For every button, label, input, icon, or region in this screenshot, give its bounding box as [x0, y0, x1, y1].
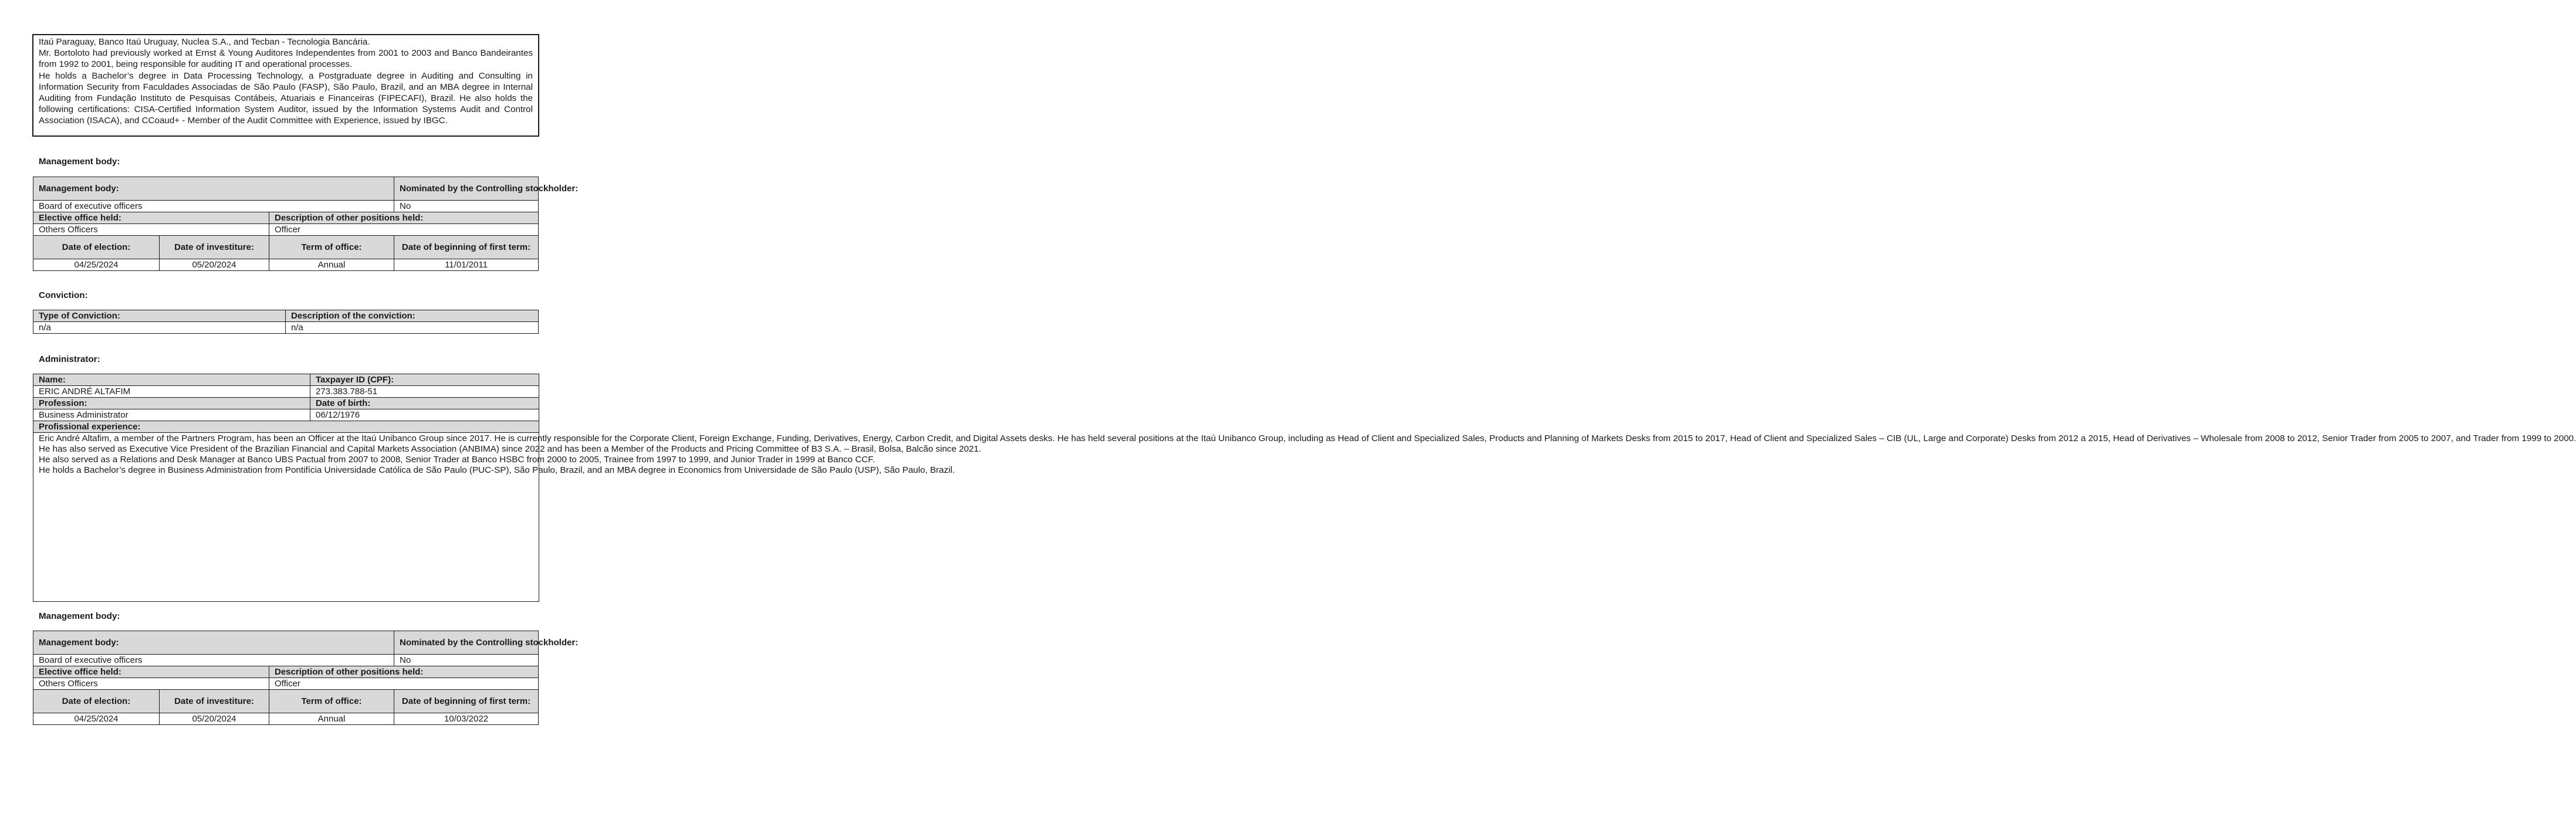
experience-paragraph-3: He also served as a Relations and Desk Manager at Banco UBS Pactual from 2007 to 2008, Senior Trader at Banco HSBC from 2000 to 2005, Trainee from 1997 to 1999, and Junior Trader in 1999 at Banco CCF.	[39, 455, 875, 465]
header-date-of-investiture: Date of investiture:	[160, 236, 269, 259]
header-first-term: Date of beginning of first term:	[394, 690, 539, 713]
header-taxpayer-id: Taxpayer ID (CPF):	[310, 374, 539, 386]
other-positions-value: Officer	[269, 678, 539, 690]
nominated-value: No	[394, 655, 539, 666]
header-date-of-election: Date of election:	[33, 690, 160, 713]
elective-office-value: Others Officers	[33, 678, 269, 690]
first-term-value: 10/03/2022	[394, 713, 539, 725]
header-type-of-conviction: Type of Conviction:	[33, 310, 286, 322]
conviction-description-value: n/a	[286, 322, 539, 334]
experience-paragraph-2: He has also served as Executive Vice President of the Brazilian Financial and Capital Markets Association (ANBIMA) since 2022 and has been a Member of the Products and Pricing Committee of B3 S.A. – Brasil, Bolsa, Balcão since 2021.	[39, 444, 982, 454]
term-of-office-value: Annual	[269, 259, 394, 271]
intro-paragraph-2: Mr. Bortoloto had previously worked at Ernst & Young Auditores Independentes from 2001 to 2003 and Banco Bandeirantes from 1992 to 2001, being responsible for auditing IT and operational processes.	[39, 48, 533, 70]
administrator-table	[33, 374, 2576, 602]
profession-value: Business Administrator	[33, 409, 310, 421]
header-nominated: Nominated by the Controlling stockholder:	[394, 177, 539, 201]
first-term-value: 11/01/2011	[394, 259, 539, 271]
date-of-investiture-value: 05/20/2024	[160, 259, 269, 271]
date-of-birth-value: 06/12/1976	[310, 409, 539, 421]
professional-experience-text	[33, 433, 2576, 602]
header-other-positions: Description of other positions held:	[269, 666, 539, 678]
management-body-table-1	[33, 177, 579, 271]
intro-bio-box	[32, 34, 539, 137]
header-professional-experience: Profissional experience:	[33, 421, 539, 433]
management-body-table-2	[33, 631, 579, 725]
experience-paragraph-4: He holds a Bachelor’s degree in Business Administration from Pontifícia Universidade Católica de São Paulo (PUC-SP), São Paulo, Brazil, and an MBA degree in Economics from Universidade de São Paulo (USP), São Paulo, Brazil.	[39, 465, 955, 475]
term-of-office-value: Annual	[269, 713, 394, 725]
management-body-value: Board of executive officers	[33, 201, 394, 212]
nominated-value: No	[394, 201, 539, 212]
header-date-of-election: Date of election:	[33, 236, 160, 259]
header-management-body: Management body:	[33, 177, 394, 201]
header-date-of-birth: Date of birth:	[310, 398, 539, 409]
elective-office-value: Others Officers	[33, 224, 269, 236]
date-of-election-value: 04/25/2024	[33, 713, 160, 725]
header-term-of-office: Term of office:	[269, 690, 394, 713]
date-of-election-value: 04/25/2024	[33, 259, 160, 271]
header-elective-office: Elective office held:	[33, 666, 269, 678]
header-date-of-investiture: Date of investiture:	[160, 690, 269, 713]
management-body-heading-2: Management body:	[39, 611, 120, 621]
intro-paragraph-3: He holds a Bachelor’s degree in Data Processing Technology, a Postgraduate degree in Auditing and Consulting in Information Security from Faculdades Associadas de São Paulo (FASP), São Paulo, Brazil, and an MBA degree in Internal Auditing from Fundação Instituto de Pesquisas Contábeis, Atuariais e Financeiras (FIPECAFI), Brazil. He also holds the following certifications: CISA-Certified Information System Auditor, issued by the Information Systems Audit and Control Association (ISACA), and CCoaud+ - Member of the Audit Committee with Experience, issued by IBGC.	[39, 70, 533, 126]
header-first-term: Date of beginning of first term:	[394, 236, 539, 259]
conviction-heading: Conviction:	[39, 290, 88, 300]
header-conviction-description: Description of the conviction:	[286, 310, 539, 322]
administrator-heading: Administrator:	[39, 354, 100, 364]
header-management-body: Management body:	[33, 631, 394, 655]
name-value: ERIC ANDRÉ ALTAFIM	[33, 386, 310, 398]
management-body-value: Board of executive officers	[33, 655, 394, 666]
header-profession: Profession:	[33, 398, 310, 409]
header-nominated: Nominated by the Controlling stockholder:	[394, 631, 539, 655]
other-positions-value: Officer	[269, 224, 539, 236]
intro-paragraph-1: Itaú Paraguay, Banco Itaú Uruguay, Nuclea S.A., and Tecban - Tecnologia Bancária.	[39, 37, 370, 47]
experience-paragraph-1: Eric André Altafim, a member of the Partners Program, has been an Officer at the Itaú Unibanco Group since 2017. He is currently responsible for the Corporate Client, Foreign Exchange, Funding, Derivatives, Energy, Carbon Credit, and Digital Assets desks. He has held several positions at the Itaú Unibanco Group, including as Head of Client and Specialized Sales, Products and Planning of Markets Desks from 2015 to 2017, Head of Client and Specialized Sales – CIB (UL, Large and Corporate) Desks from 2012 a 2015, Head of Derivatives – Wholesale from 2008 to 2012, Senior Trader from 2005 to 2007, and Trader from 1999 to 2000.	[39, 433, 2576, 443]
header-other-positions: Description of other positions held:	[269, 212, 539, 224]
header-elective-office: Elective office held:	[33, 212, 269, 224]
taxpayer-id-value: 273.383.788-51	[310, 386, 539, 398]
header-term-of-office: Term of office:	[269, 236, 394, 259]
type-of-conviction-value: n/a	[33, 322, 286, 334]
conviction-table	[33, 310, 539, 334]
management-body-heading-1: Management body:	[39, 157, 120, 167]
header-name: Name:	[33, 374, 310, 386]
date-of-investiture-value: 05/20/2024	[160, 713, 269, 725]
